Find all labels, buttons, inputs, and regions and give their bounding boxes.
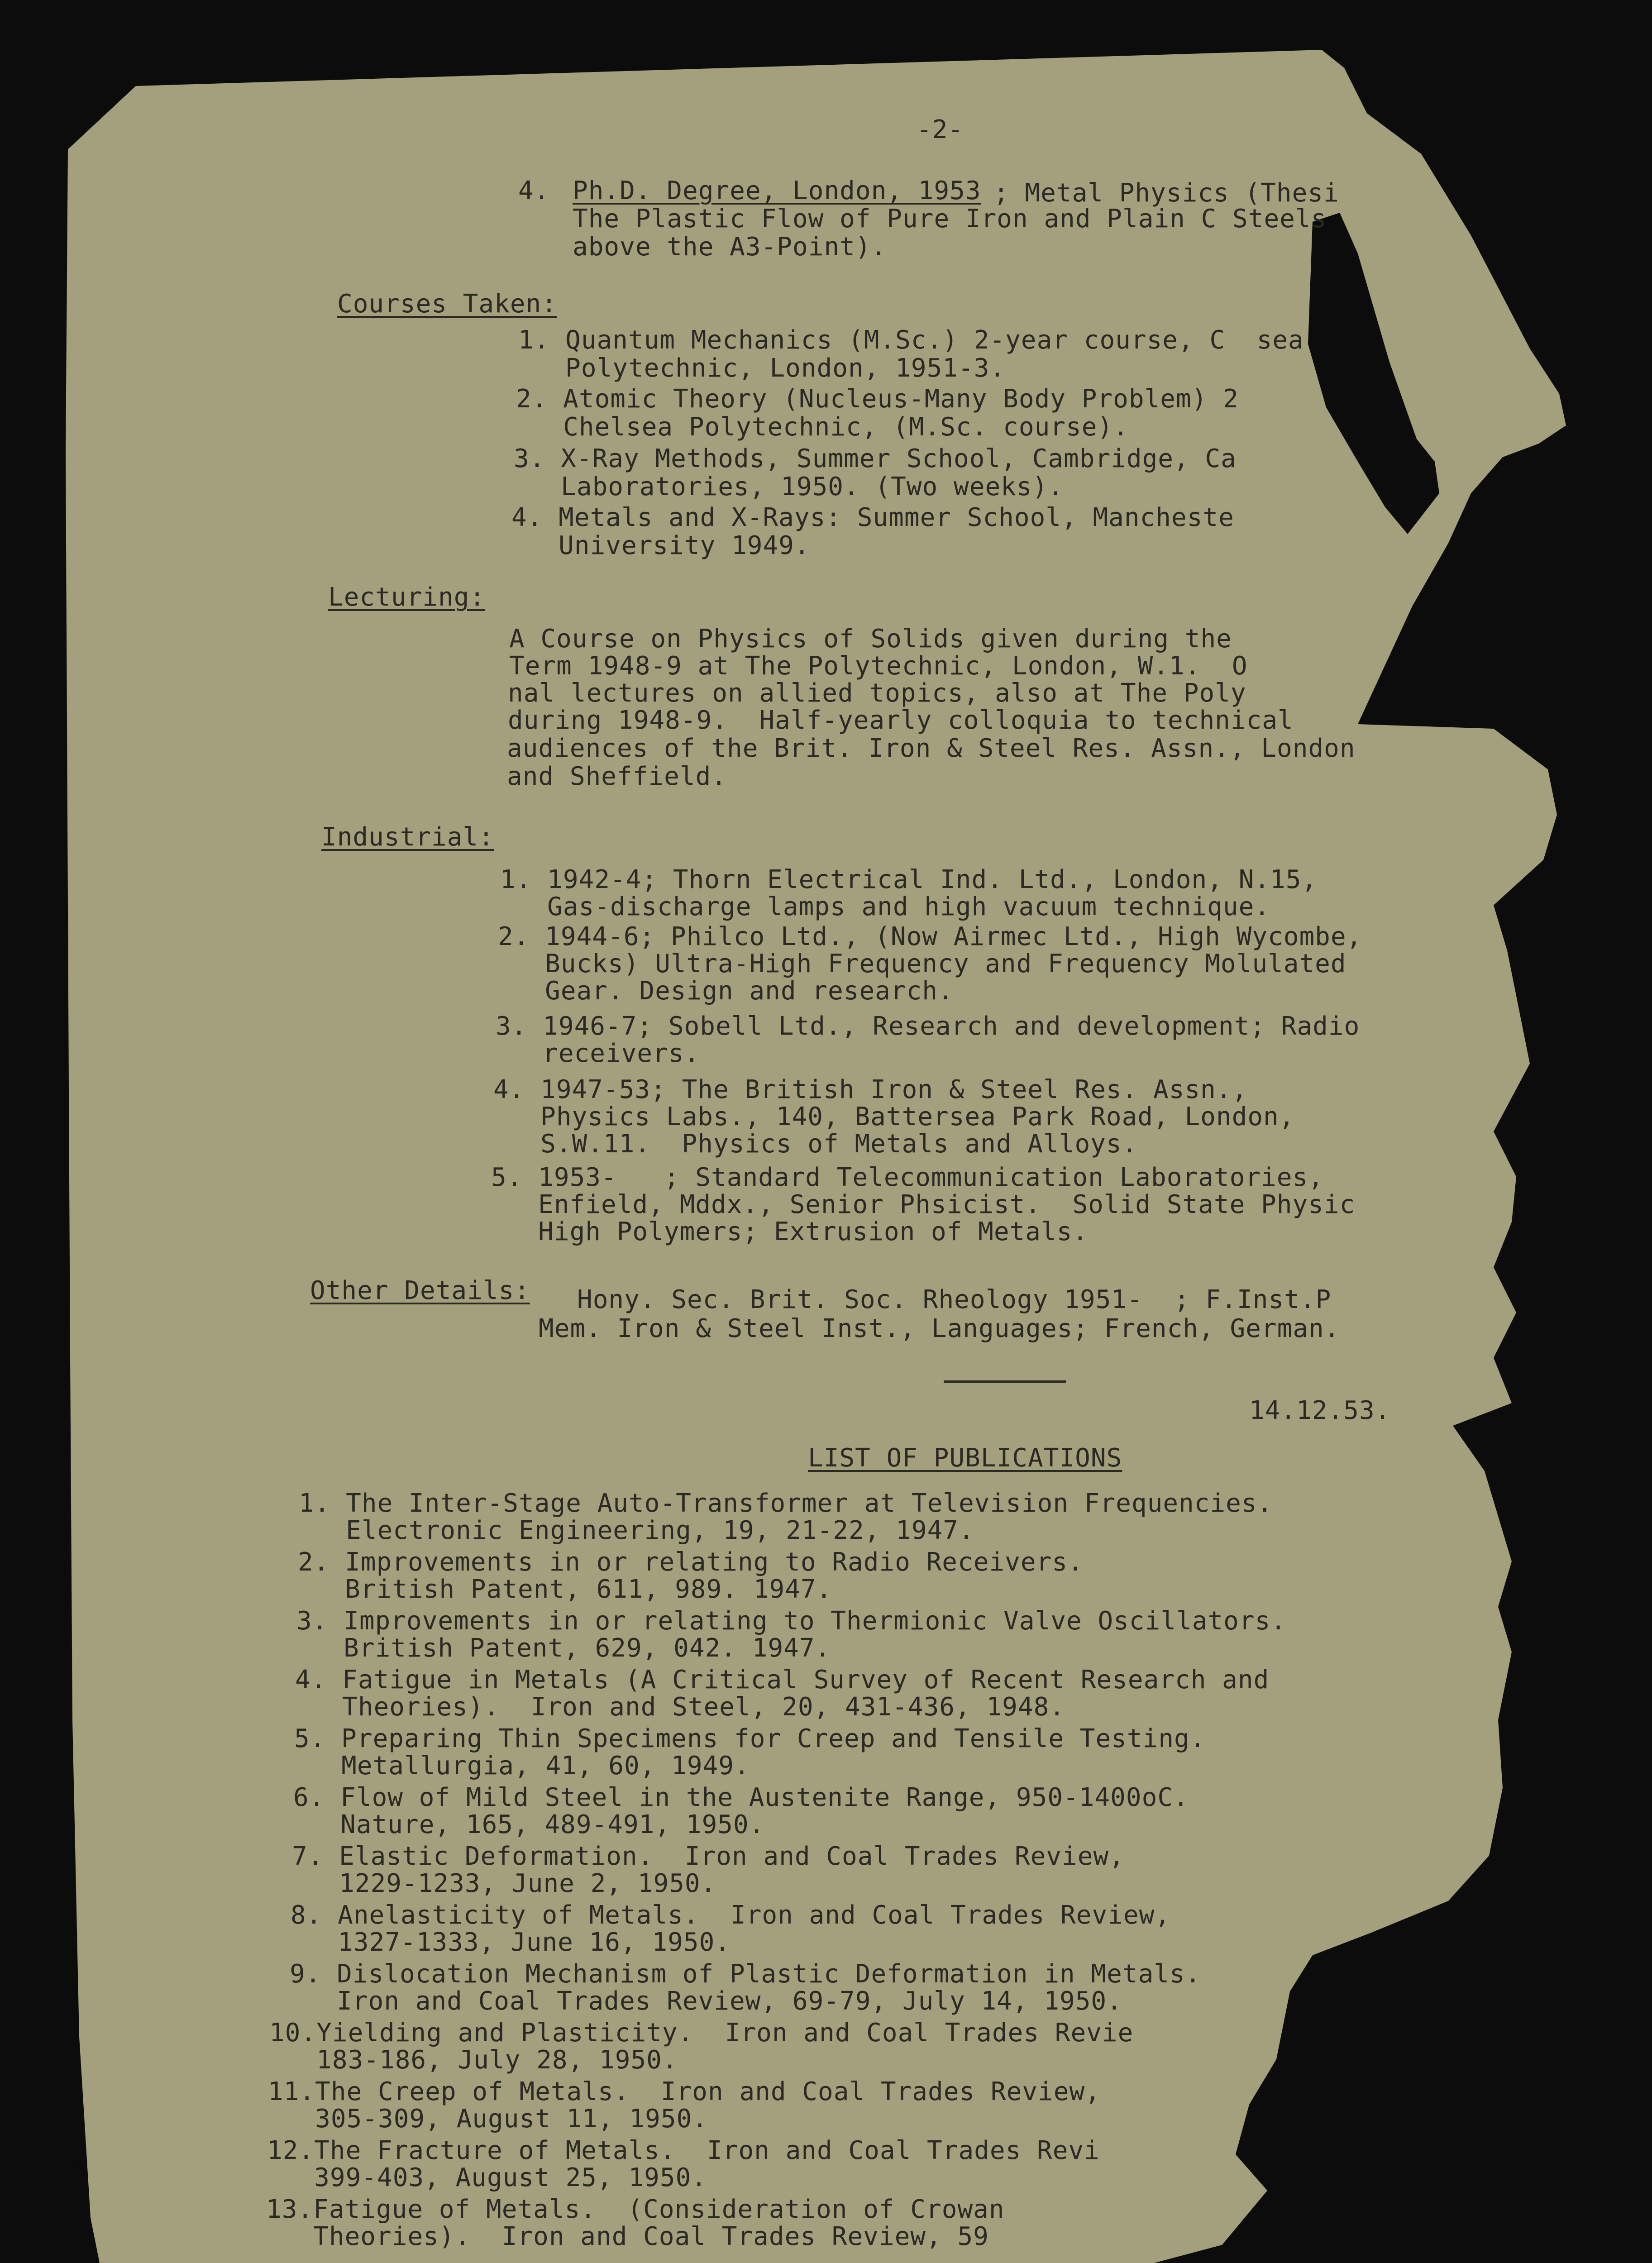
industrial-line: Bucks) Ultra-High Frequency and Frequency Molulated — [498, 949, 1346, 979]
publication-line: 7. Elastic Deformation. Iron and Coal Trades Review, — [292, 1842, 1125, 1871]
lecturing-line: Term 1948-9 at The Polytechnic, London, W.1. O — [509, 651, 1248, 681]
publication-line: 305-309, August 11, 1950. — [268, 2104, 708, 2134]
lecturing-line: during 1948-9. Half-yearly colloquia to technical — [508, 706, 1294, 735]
publication-line: Nature, 165, 489-491, 1950. — [293, 1810, 765, 1839]
publication-line: 4. Fatigue in Metals (A Critical Survey of Recent Research and — [295, 1665, 1270, 1695]
course-line: Polytechnic, London, 1951-3. — [518, 353, 1006, 383]
degree-number: 4. — [518, 176, 550, 205]
industrial-line: 3. 1946-7; Sobell Ltd., Research and development; Radio — [496, 1012, 1360, 1041]
industrial-line: Enfield, Mddx., Senior Phsicist. Solid State Physic — [491, 1190, 1356, 1219]
lecturing-heading: Lecturing: — [328, 582, 486, 612]
degree-title: Ph.D. Degree, London, 1953 — [573, 176, 981, 205]
publication-line: British Patent, 629, 042. 1947. — [296, 1633, 831, 1663]
degree-desc: ; Metal Physics (Thesi — [993, 178, 1339, 208]
publication-line: 10.Yielding and Plasticity. Iron and Coal Trades Revie — [269, 2018, 1134, 2048]
industrial-heading: Industrial: — [321, 822, 494, 852]
publication-line: Iron and Coal Trades Review, 69-79, July 14, 1950. — [290, 1986, 1122, 2016]
course-line: Chelsea Polytechnic, (M.Sc. course). — [516, 412, 1129, 442]
publications-heading: LIST OF PUBLICATIONS — [808, 1443, 1122, 1473]
publication-line: 1327-1333, June 16, 1950. — [291, 1928, 731, 1957]
course-line: 3. X-Ray Methods, Summer School, Cambridge, Ca — [514, 444, 1237, 473]
courses-heading: Courses Taken: — [337, 289, 558, 319]
lecturing-line: nal lectures on allied topics, also at The Poly — [508, 678, 1246, 708]
other-details-line-2: Mem. Iron & Steel Inst., Languages; French, German. — [539, 1314, 1340, 1343]
publication-line: 183-186, July 28, 1950. — [269, 2045, 678, 2075]
publication-line: Theories). Iron and Coal Trades Review, 59 — [266, 2222, 989, 2251]
publication-line: 2. Improvements in or relating to Radio Receivers. — [298, 1547, 1084, 1577]
publication-line: Electronic Engineering, 19, 21-22, 1947. — [299, 1516, 974, 1545]
other-details-line-1: Hony. Sec. Brit. Soc. Rheology 1951- ; F.Inst.P — [577, 1285, 1332, 1314]
edge-speck — [77, 2163, 83, 2170]
publication-line: British Patent, 611, 989. 1947. — [298, 1575, 832, 1604]
course-line: 1. Quantum Mechanics (M.Sc.) 2-year course, C sea — [518, 325, 1304, 355]
course-line: Laboratories, 1950. (Two weeks). — [514, 472, 1064, 501]
industrial-line: 1. 1942-4; Thorn Electrical Ind. Ltd., London, N.15, — [500, 865, 1318, 894]
industrial-line: Physics Labs., 140, Battersea Park Road, London, — [493, 1102, 1295, 1132]
publication-line: 12.The Fracture of Metals. Iron and Coal Trades Revi — [267, 2136, 1100, 2165]
publication-line: 11.The Creep of Metals. Iron and Coal Trades Review, — [268, 2077, 1101, 2106]
industrial-line: 4. 1947-53; The British Iron & Steel Res. Assn., — [493, 1075, 1248, 1104]
course-line: 4. Metals and X-Rays: Summer School, Mancheste — [511, 503, 1234, 532]
industrial-line: High Polymers; Extrusion of Metals. — [491, 1217, 1089, 1246]
industrial-line: S.W.11. Physics of Metals and Alloys. — [493, 1129, 1138, 1159]
industrial-line: 2. 1944-6; Philco Ltd., (Now Airmec Ltd., High Wycombe, — [498, 922, 1362, 951]
publication-line: 399-403, August 25, 1950. — [267, 2163, 707, 2192]
publication-line: Metallurgia, 41, 60, 1949. — [294, 1751, 750, 1781]
publication-line: 13.Fatigue of Metals. (Consideration of Crowan — [266, 2195, 1005, 2224]
document-date: 14.12.53. — [1249, 1396, 1391, 1425]
course-line: 2. Atomic Theory (Nucleus-Many Body Problem) 2 — [516, 384, 1239, 414]
lecturing-line: audiences of the Brit. Iron & Steel Res. Assn., London — [507, 734, 1356, 763]
lecturing-line: and Sheffield. — [507, 762, 727, 791]
industrial-line: receivers. — [496, 1039, 700, 1068]
lecturing-line: A Course on Physics of Solids given during the — [509, 624, 1232, 654]
publication-line: 6. Flow of Mild Steel in the Austenite Range, 950-1400oC. — [293, 1783, 1189, 1812]
publication-line: Theories). Iron and Steel, 20, 431-436, 1948. — [295, 1692, 1065, 1722]
course-line: University 1949. — [511, 531, 810, 560]
publication-line: 9. Dislocation Mechanism of Plastic Deformation in Metals. — [290, 1959, 1201, 1989]
degree-line-3: above the A3-Point). — [573, 232, 887, 262]
publication-line: 3. Improvements in or relating to Thermionic Valve Oscillators. — [296, 1606, 1287, 1636]
publication-line: 1. The Inter-Stage Auto-Transformer at Television Frequencies. — [299, 1489, 1273, 1518]
degree-line-2: The Plastic Flow of Pure Iron and Plain C Steels — [573, 204, 1327, 234]
page-number: -2- — [917, 115, 964, 144]
publication-line: 8. Anelasticity of Metals. Iron and Coal Trades Review, — [291, 1900, 1171, 1930]
publication-line: 1229-1233, June 2, 1950. — [292, 1869, 716, 1898]
industrial-line: Gas-discharge lamps and high vacuum technique. — [500, 892, 1270, 921]
section-divider — [944, 1380, 1066, 1383]
other-details-heading: Other Details: — [310, 1276, 530, 1305]
industrial-line: 5. 1953- ; Standard Telecommunication Laboratories, — [491, 1163, 1324, 1192]
industrial-line: Gear. Design and research. — [498, 976, 954, 1006]
publication-line: 5. Preparing Thin Specimens for Creep and Tensile Testing. — [294, 1724, 1206, 1753]
